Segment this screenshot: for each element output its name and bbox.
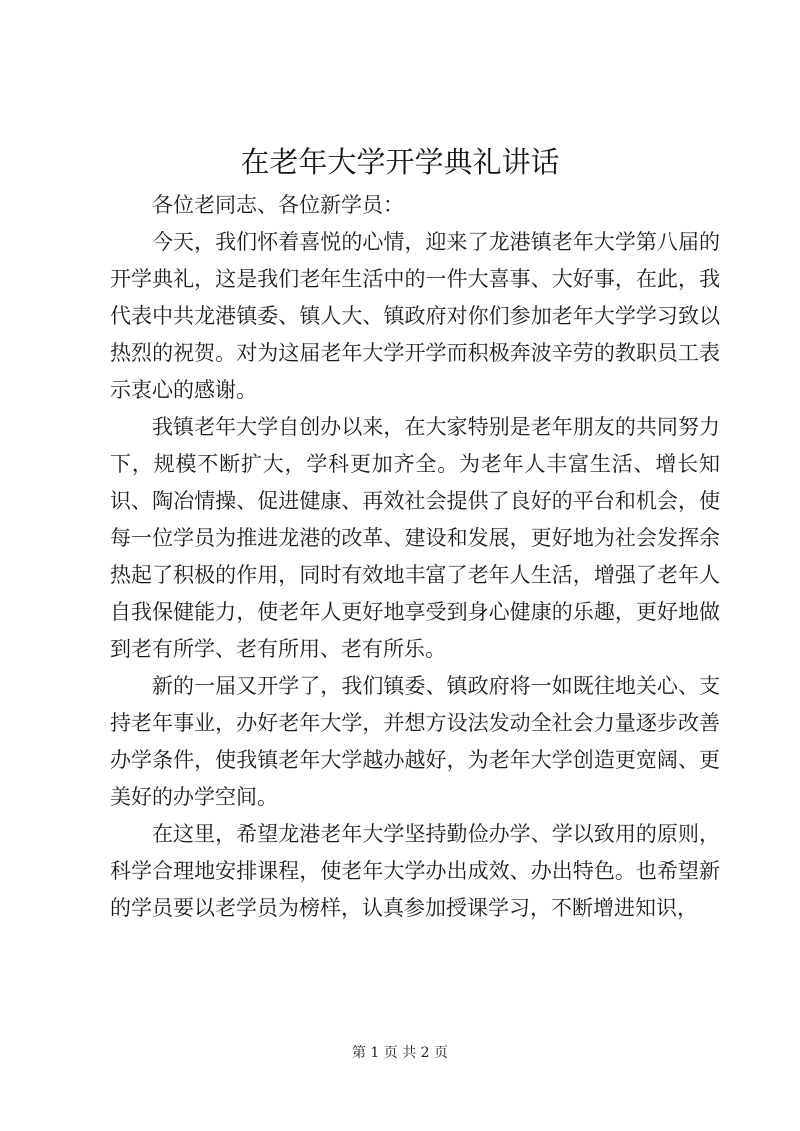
body-paragraph: 我镇老年大学自创办以来，在大家特别是老年朋友的共同努力下，规模不断扩大，学科更加齐全。为老年人丰富生活、增长知识、陶冶情操、促进健康、再效社会提供了良好的平台和机会，使每一位学员为推进龙港的改革、建设和发展，更好地为社会发挥余热起了积极的作用，同时有效地丰富了老年人生活，增强了老年人自我保健能力，使老年人更好地享受到身心健康的乐趣，更好地做到老有所学、老有所用、老有所乐。 <box>110 415 720 661</box>
body-paragraph: 今天，我们怀着喜悦的心情，迎来了龙港镇老年大学第八届的开学典礼，这是我们老年生活中的一件大喜事、大好事，在此，我代表中共龙港镇委、镇人大、镇政府对你们参加老年大学学习致以热烈的祝贺。对为这届老年大学开学而积极奔波辛劳的教职员工表示衷心的感谢。 <box>110 230 720 402</box>
document-body <box>110 187 720 927</box>
body-paragraph: 新的一届又开学了，我们镇委、镇政府将一如既往地关心、支持老年事业，办好老年大学，并想方设法发动全社会力量逐步改善办学条件，使我镇老年大学越办越好，为老年大学创造更宽阔、更美好的办学空间。 <box>110 674 720 809</box>
document-title: 在老年大学开学典礼讲话 <box>240 145 560 179</box>
salutation-paragraph: 各位老同志、各位新学员： <box>152 193 404 217</box>
page-number-footer: 第 1 页 共 2 页 <box>351 1045 449 1061</box>
body-paragraph: 在这里，希望龙港老年大学坚持勤俭办学、学以致用的原则，科学合理地安排课程，使老年大学办出成效、办出特色。也希望新的学员要以老学员为榜样，认真参加授课学习，不断增进知识， <box>110 822 720 920</box>
